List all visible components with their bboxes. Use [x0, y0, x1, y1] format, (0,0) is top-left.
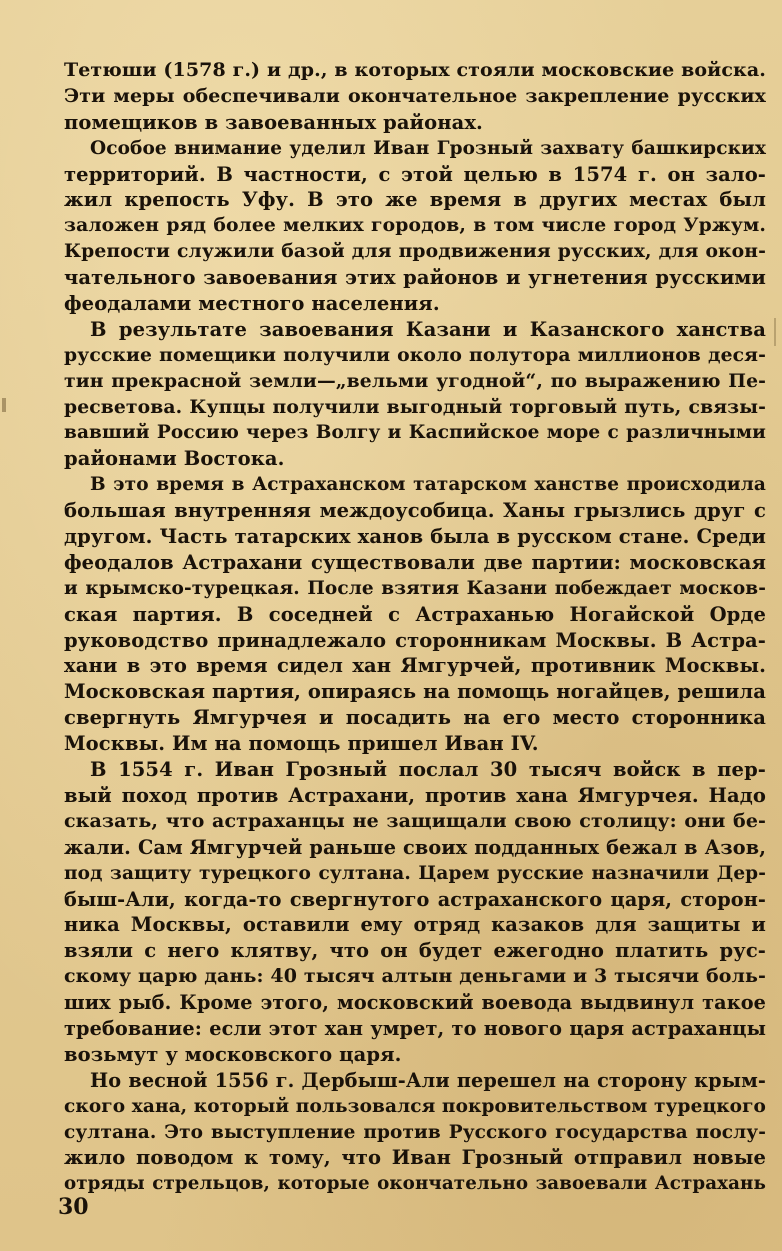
text-line: территорий. В частности, с этой целью в 1574 г. он зало-: [64, 162, 766, 186]
text-line: заложен ряд более мелких городов, в том числе город Уржум.: [64, 214, 766, 237]
text-line: скому царю дань: 40 тысяч алтын деньгами и 3 тысячи боль-: [64, 965, 766, 988]
text-line: ника Москвы, оставили ему отряд казаков для защиты и: [64, 913, 766, 937]
text-line: Особое внимание уделил Иван Грозный захвату башкирских: [90, 137, 766, 159]
scan-edge-mark-right: [774, 318, 776, 346]
text-line: помещиков в завоеванных районах.: [64, 110, 483, 134]
text-line: Крепости служили базой для продвижения русских, для окон-: [64, 240, 766, 263]
text-line: возьмут у московского царя.: [64, 1042, 402, 1066]
text-line: большая внутренняя междоусобица. Ханы грызлись друг с: [64, 499, 766, 523]
text-line: вый поход против Астрахани, против хана Ямгурчея. Надо: [64, 783, 766, 807]
text-line: ших рыб. Кроме этого, московский воевода выдвинул такое: [64, 991, 766, 1015]
text-line: ского хана, который пользовался покровительством турецкого: [64, 1095, 766, 1117]
text-line: жали. Сам Ямгурчей раньше своих подданных бежал в Азов,: [64, 835, 766, 859]
text-line: сказать, что астраханцы не защищали свою столицу: они бе-: [64, 809, 766, 832]
text-line: быш-Али, когда-то свергнутого астраханского царя, сторон-: [64, 887, 766, 911]
text-line: хани в это время сидел хан Ямгурчей, противник Москвы.: [64, 654, 766, 678]
text-line: требование: если этот хан умрет, то нового царя астраханцы: [64, 1016, 766, 1040]
text-line: русские помещики получили около полутора миллионов деся-: [64, 343, 766, 366]
text-line: вавший Россию через Волгу и Каспийское море с различными: [64, 422, 766, 444]
text-line: жило поводом к тому, что Иван Грозный отправил новые: [64, 1146, 766, 1170]
page-text: [64, 58, 766, 1197]
text-line: В это время в Астраханском татарском ханстве происходила: [90, 474, 766, 496]
text-line: руководство принадлежало сторонникам Москвы. В Астра-: [64, 628, 766, 652]
text-line: Москвы. Им на помощь пришел Иван IV.: [64, 732, 539, 756]
text-line: Московская партия, опираясь на помощь ногайцев, решила: [64, 680, 766, 704]
text-line: В результате завоевания Казани и Казанского ханства: [90, 317, 766, 341]
text-line: Но весной 1556 г. Дербыш-Али перешел на сторону крым-: [90, 1068, 766, 1092]
text-line: свергнуть Ямгурчея и посадить на его место сторонника: [64, 706, 766, 730]
text-line: районами Востока.: [64, 447, 285, 471]
text-line: ская партия. В соседней с Астраханью Ногайской Орде: [64, 602, 766, 626]
text-line: тин прекрасной земли—„вельми угодной“, по выражению Пе-: [64, 369, 766, 392]
text-line: Эти меры обеспечивали окончательное закрепление русских: [64, 84, 766, 107]
text-line: феодалами местного населения.: [64, 292, 440, 316]
text-line: жил крепость Уфу. В это же время в других местах был: [64, 188, 766, 212]
text-line: феодалов Астрахани существовали две партии: московская: [64, 550, 766, 574]
text-line: Тетюши (1578 г.) и др., в которых стояли московские войска.: [64, 59, 766, 81]
text-line: взяли с него клятву, что он будет ежегодно платить рус-: [64, 939, 766, 963]
text-line: В 1554 г. Иван Грозный послал 30 тысяч войск в пер-: [90, 758, 766, 782]
text-line: чательного завоевания этих районов и угнетения русскими: [64, 266, 766, 290]
text-line: и крымско-турецкая. После взятия Казани побеждает москов-: [64, 577, 766, 599]
text-line: султана. Это выступление против Русского государства послу-: [64, 1121, 766, 1143]
page-number: 30: [58, 1194, 89, 1220]
text-line: под защиту турецкого султана. Царем русские назначили Дер-: [64, 862, 766, 884]
text-line: отряды стрельцов, которые окончательно завоевали Астрахань: [64, 1173, 766, 1195]
text-line: другом. Часть татарских ханов была в русском стане. Среди: [64, 525, 766, 549]
scan-edge-mark: [2, 398, 6, 412]
text-line: ресветова. Купцы получили выгодный торговый путь, связы-: [64, 395, 766, 418]
